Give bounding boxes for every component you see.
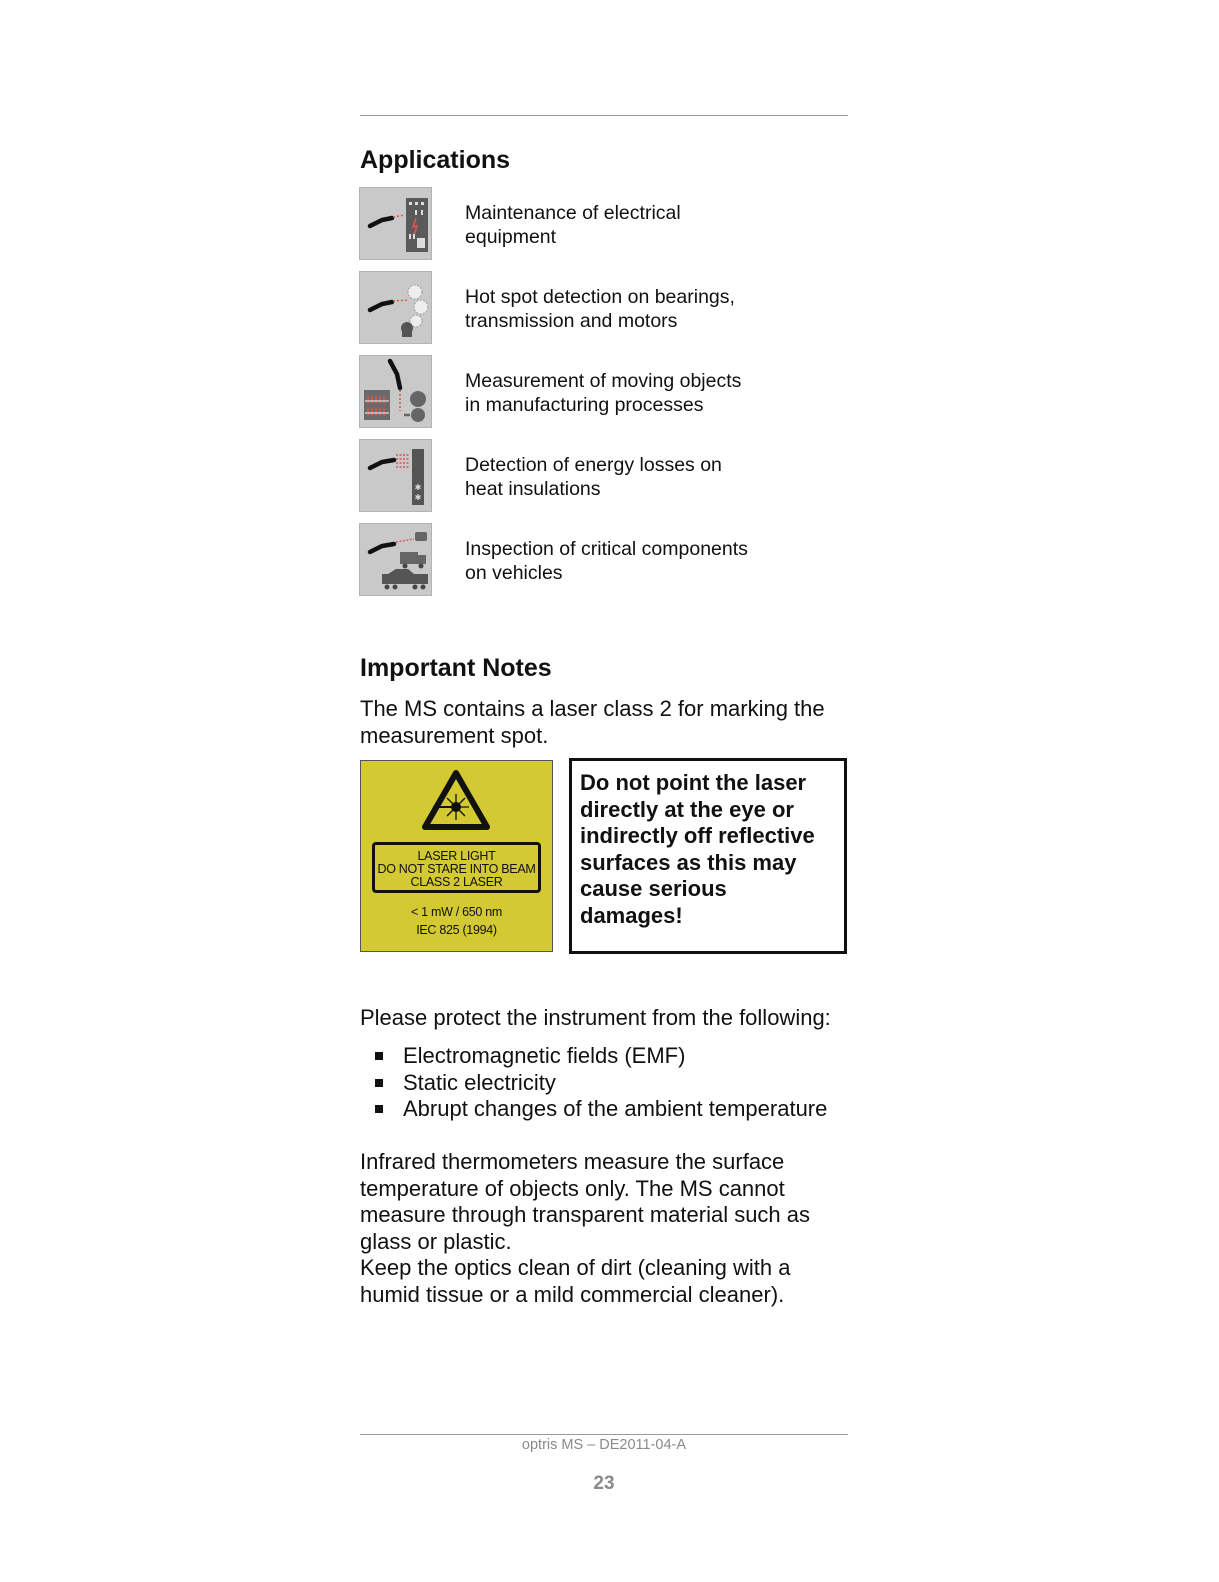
header-rule (360, 115, 848, 116)
application-text: Measurement of moving objects in manufacturing processes (465, 370, 742, 416)
application-text: Inspection of critical components on vehicles (465, 538, 748, 584)
laser-warning-box (569, 758, 847, 954)
list-item: Electromagnetic fields (EMF) (373, 1043, 873, 1070)
laser-warning-sign (360, 760, 553, 952)
application-item (359, 187, 849, 261)
application-text: Hot spot detection on bearings, transmission and motors (465, 286, 735, 332)
laser-sign-power: < 1 mW / 650 nm (410, 905, 503, 919)
list-item: Static electricity (373, 1070, 873, 1097)
laser-sign-label-box: LASER LIGHT DO NOT STARE INTO BEAM CLASS 2 LASER (372, 842, 541, 893)
application-text: Detection of energy losses on heat insulations (465, 454, 722, 500)
application-item (359, 523, 849, 597)
electrical-cabinet-icon (359, 187, 432, 260)
gears-bearings-icon (359, 271, 432, 344)
laser-sign-standard: IEC 825 (1994) (416, 923, 497, 937)
application-item (359, 355, 849, 429)
important-notes-heading: Important Notes (360, 654, 552, 682)
applications-heading: Applications (360, 146, 511, 174)
page-number: 23 (593, 1473, 615, 1494)
svg-text:✱: ✱ (414, 483, 422, 492)
vehicles-icon (359, 523, 432, 596)
heat-insulation-icon (359, 439, 432, 512)
application-item (359, 271, 849, 345)
footer-rule (360, 1434, 848, 1435)
laser-intro-paragraph: The MS contains a laser class 2 for marking the measurement spot. (360, 696, 825, 748)
footer-document-id: optris MS – DE2011-04-A (521, 1437, 687, 1453)
svg-text:✱: ✱ (414, 493, 422, 502)
production-line-icon (359, 355, 432, 428)
closing-paragraph: Infrared thermometers measure the surface temperature of objects only. The MS cannot measure through transparent material such as glass or plastic. Keep the optics clean of dirt (cleaning with a humid tissue or a mild commercial cleaner). (360, 1149, 811, 1307)
protect-intro: Please protect the instrument from the following: (360, 1005, 831, 1030)
list-item: Abrupt changes of the ambient temperature (373, 1096, 873, 1123)
application-text: Maintenance of electrical equipment (465, 202, 681, 248)
protect-list (373, 1043, 873, 1123)
laser-warning-text: Do not point the laser directly at the eye or indirectly off reflective surfaces as this may cause serious damages! (580, 770, 815, 928)
application-item (359, 439, 849, 513)
